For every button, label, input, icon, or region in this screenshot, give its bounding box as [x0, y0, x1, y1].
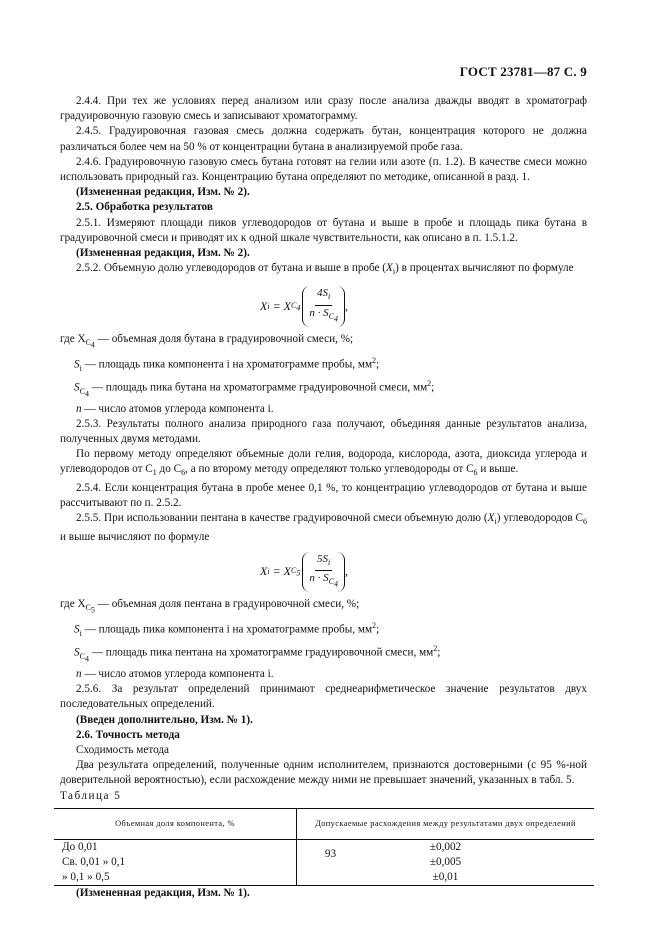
fraction: $\frac{5S_i}{n \cdot S_{C_4}}$	[302, 552, 345, 592]
amendment-note: (Измененная редакция, Изм. № 2).	[76, 186, 250, 199]
para-2-5-5: 2.5.5. При использовании пентана в качестве градуировочной смеси объемную долю $(X_i)$ углеводородов $C_6$ и выше вычисляют по формуле	[60, 512, 588, 543]
definition-sc4: $S_{C_4}$ — площадь пика бутана на хроматограмме градуировочной смеси, $мм^2$;	[74, 378, 435, 399]
page-number: 93	[324, 848, 337, 860]
para-2-5-4: 2.5.4. Если концентрация бутана в пробе менее 0,1 %, то концентрацию углеводородов от бутана и выше рассчитывают по п. 2.5.2.	[60, 481, 587, 510]
definition-si: $S_i$ — площадь пика компонента i на хроматограмме пробы, $мм^2$;	[74, 355, 380, 373]
definition-n: n — число атомов углерода компонента i.	[76, 402, 274, 415]
table-header: Объемная доля компонента, %	[54, 808, 297, 839]
section-heading-2-6: 2.6. Точность метода	[76, 728, 180, 741]
para-2-4-4: 2.4.4. При тех же условиях перед анализом или сразу после анализа дважды вводят в хроматограф градуировочную газовую смесь и записывают хроматограмму.	[60, 95, 587, 123]
para-2-5-6: 2.5.6. За результат определений принимают среднеарифметическое значение результатов двух последовательных определений.	[60, 683, 587, 711]
definition-xc5: где $X_{C_5}$ — объемная доля пентана в градуировочной смеси, %;	[60, 597, 360, 615]
table-cell: » 0,1 » 0,5	[54, 870, 297, 886]
amendment-note: (Измененная редакция, Изм. № 2).	[76, 247, 250, 260]
fraction: $\frac{4S_i}{n \cdot S_{C_4}}$	[302, 286, 345, 326]
definition-sc4-pentane: $S_{C_4}$ — площадь пика пентана на хроматограмме градуировочной смеси, $мм^2$;	[74, 644, 441, 664]
subheading-convergence: Сходимость метода	[76, 743, 170, 756]
formula-butane: X i = X $C_4$ $\frac{4S_i}{n \cdot S_{C_4}}$ ,	[60, 284, 587, 330]
document-body	[60, 94, 587, 902]
para-2-5-3: 2.5.3. Результаты полного анализа природного газа получают, объединяя данные результатов анализа, полученных двумя методами.	[60, 417, 587, 446]
formula-pentane: X i = X $C_5$ $\frac{5S_i}{n \cdot S_{C_4}}$ ,	[60, 549, 587, 595]
definition-n: n — число атомов углерода компонента i.	[76, 667, 274, 680]
section-heading-2-5: 2.5. Обработка результатов	[76, 201, 213, 214]
para-2-4-6: 2.4.6. Градуировочную газовую смесь бутана готовят на гелии или азоте (п. 1.2). В качестве смеси можно использовать природный газ. Концентрацию бутана определяют по методике, описанной в разд. 1.	[60, 155, 587, 184]
para-convergence: Два результата определений, полученные одним исполнителем, признаются достоверными (с 95 %-ной доверительной вероятностью), если расхождение между ними не превышает значений, указанных в табл. 5.	[60, 759, 587, 787]
amendment-note: (Измененная редакция, Изм. № 1).	[76, 887, 250, 900]
table-row	[54, 870, 594, 886]
definition-si: $S_i$ — площадь пика компонента i на хроматограмме пробы, $мм^2$;	[74, 620, 380, 638]
para-2-5-2: 2.5.2. Объемную долю углеводородов от бутана и выше в пробе $(X_i)$ в процентах вычисляют по формуле	[76, 262, 574, 277]
table-cell: ±0,005	[429, 855, 462, 868]
table-cell: ±0,002	[429, 840, 462, 853]
para-methods: По первому методу определяют объемные доли гелия, водорода, кислорода, азота, диоксида углерода и углеводородов от $C_1$ до $C_6$, а по второму методу определяют только углеводороды от $C_6$ и выше.	[60, 448, 587, 478]
amendment-note: (Введен дополнительно, Изм. № 1).	[76, 713, 253, 726]
para-2-5-1: 2.5.1. Измеряют площади пиков углеводородов от бутана и выше в пробе и площадь пика бутана в градуировочной смеси и приводят их к одной шкале чувствительности, как описано в п. 1.5.1.2.	[60, 216, 587, 244]
table-cell: Св. 0,01 » 0,1	[54, 855, 297, 870]
table-cell: ±0,01	[297, 870, 595, 886]
table-cell: До 0,01	[54, 839, 297, 855]
table-header: Допускаемые расхождения между результатами двух определений	[297, 808, 595, 839]
definition-xc4: где $X_{C_4}$ — объемная доля бутана в градуировочной смеси, %;	[60, 332, 354, 350]
table-caption: Таблица 5	[60, 789, 122, 802]
para-2-4-5: 2.4.5. Градуировочная газовая смесь должна содержать бутан, концентрация которого не должна различаться более чем на 50 % от концентрации бутана в анализируемой пробе газа.	[60, 125, 587, 153]
page-header: ГОСТ 23781—87 С. 9	[459, 64, 587, 79]
